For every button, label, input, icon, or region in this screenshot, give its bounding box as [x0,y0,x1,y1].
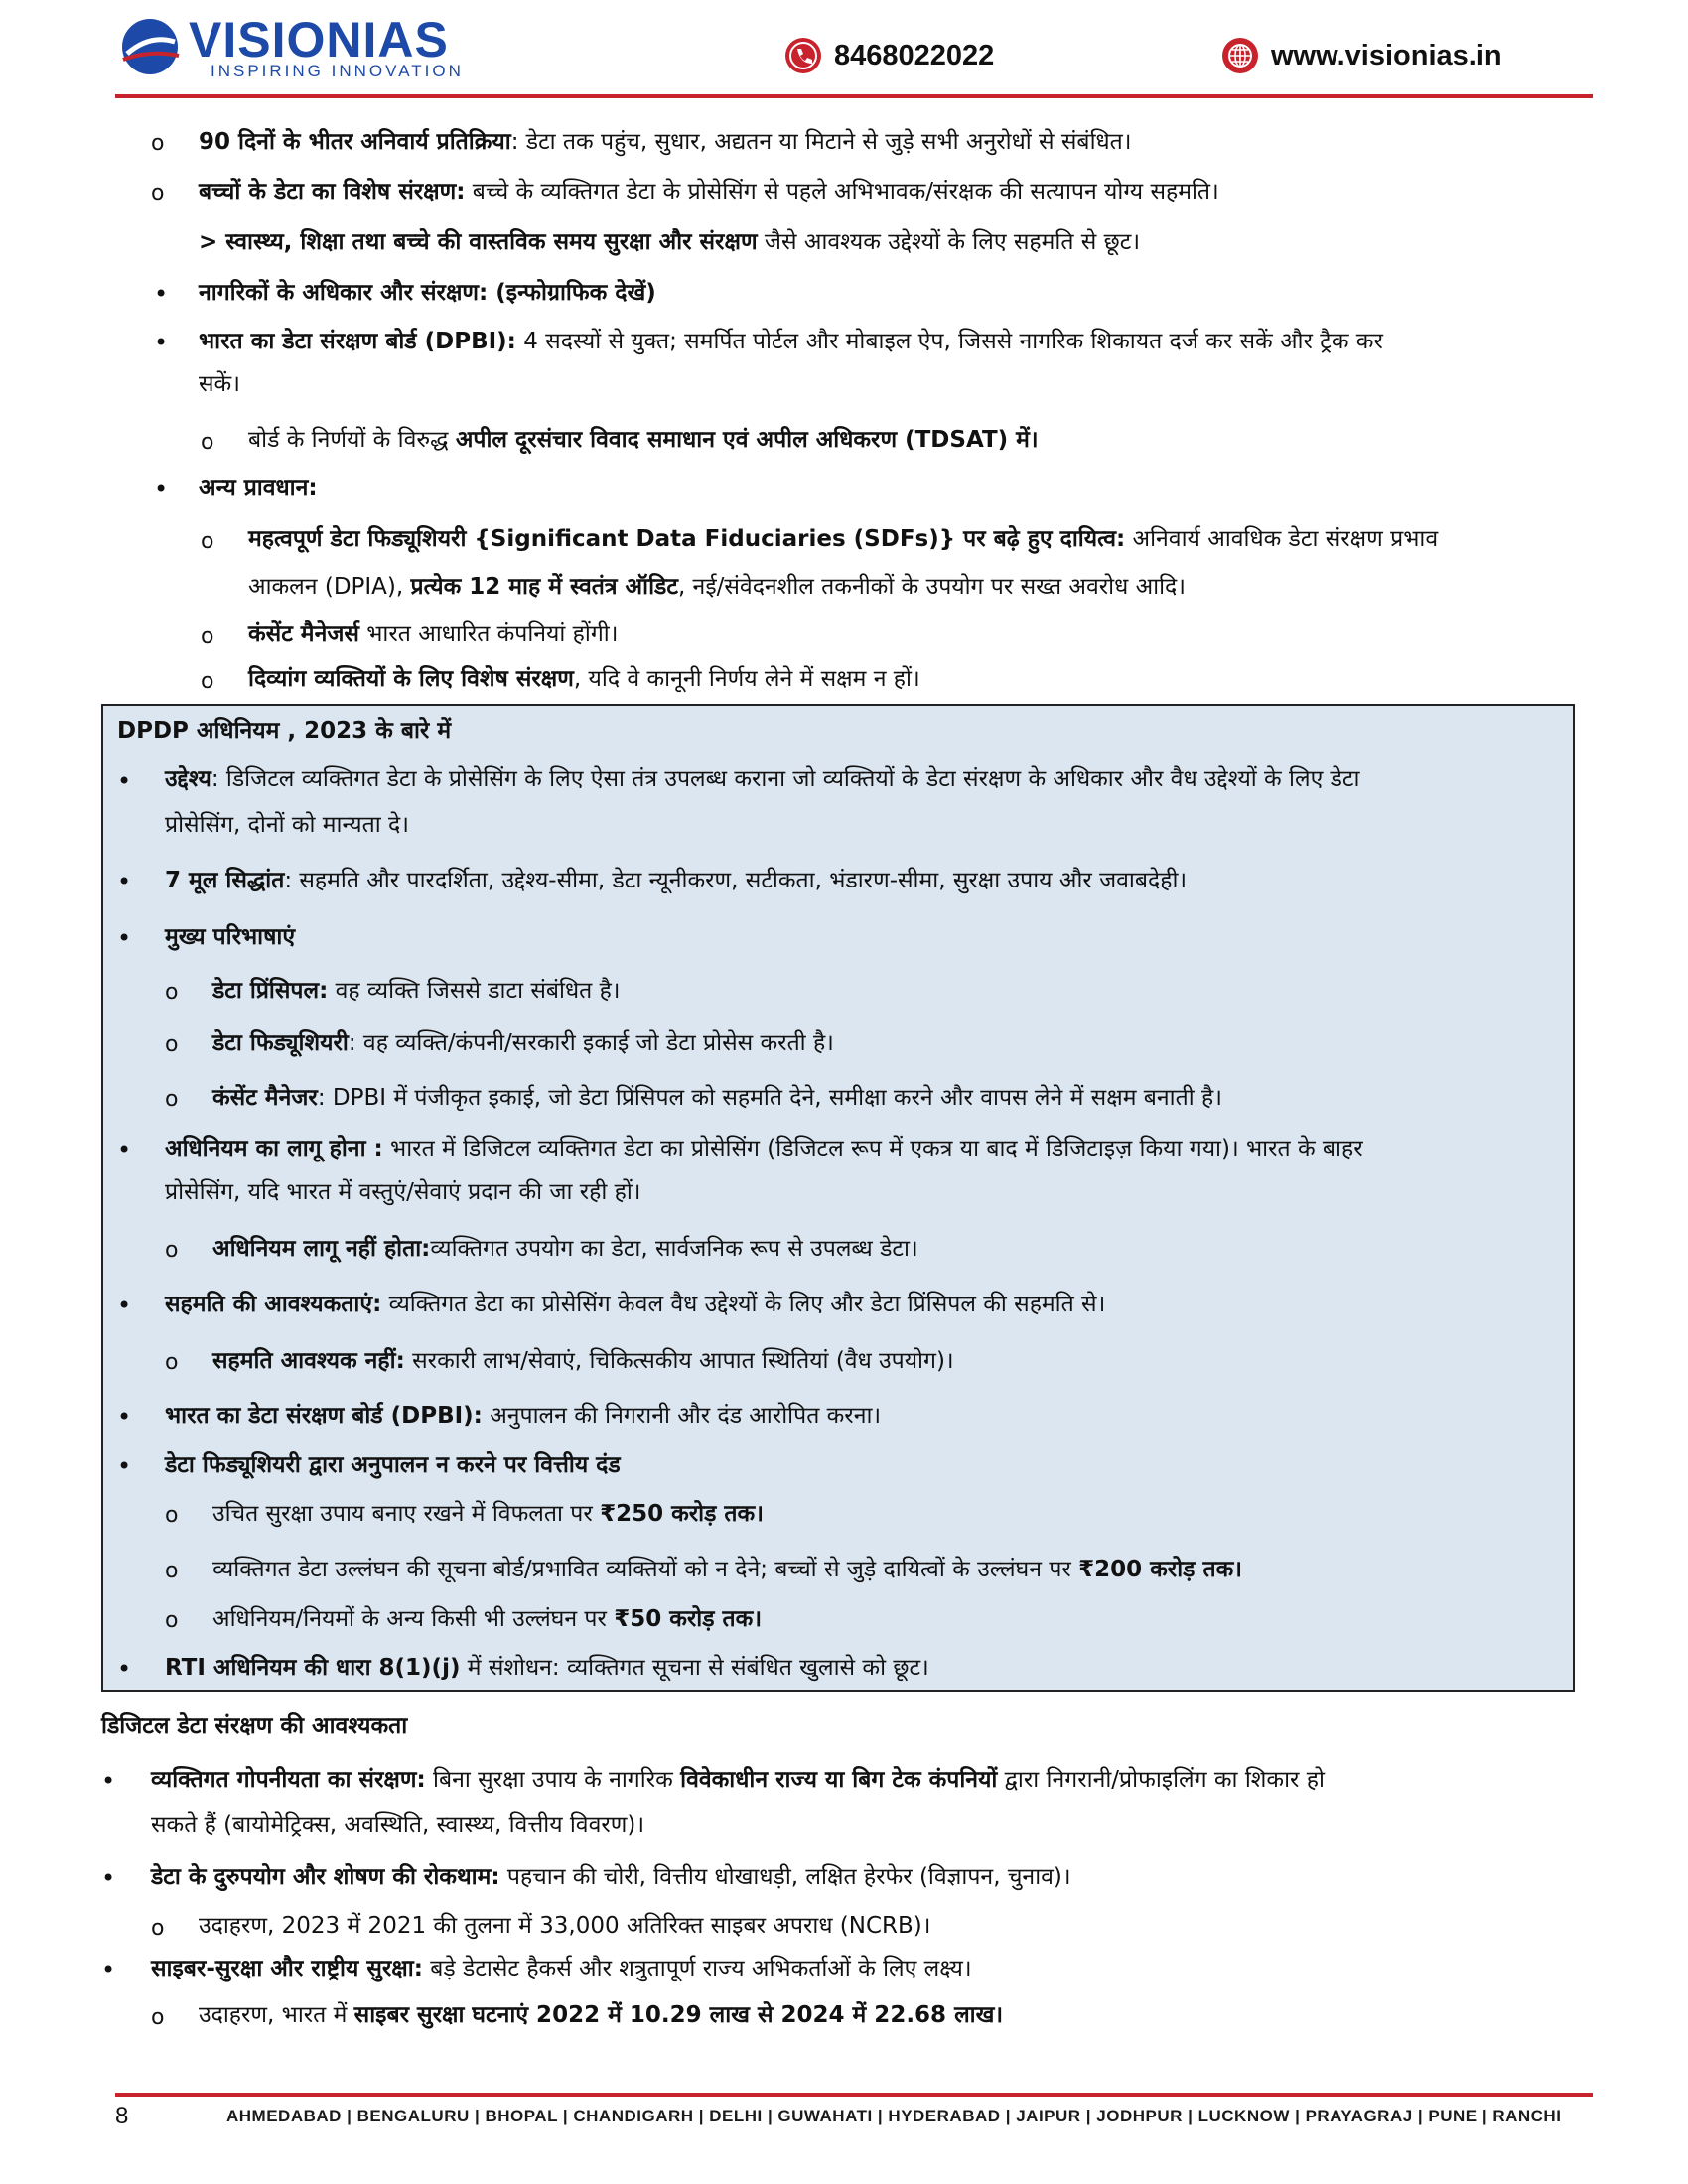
box-item: डेटा फिड्यूशियरी द्वारा अनुपालन न करने पर वित्तीय दंड [165,1452,621,1478]
dot-bullet-icon: • [154,476,169,503]
phone-contact[interactable] [784,36,994,75]
list-item: नागरिकों के अधिकार और संरक्षण: (इन्फोग्राफिक देखें) [199,280,656,306]
circle-bullet-icon: o [165,1559,179,1583]
circle-bullet-icon: o [165,1032,179,1057]
circle-bullet-icon: o [165,1503,179,1528]
list-item: कंसेंट मैनेजर्स भारत आधारित कंपनियां होंगी। [248,621,619,647]
circle-bullet-icon: o [151,2005,165,2030]
phone-number: 8468022022 [834,39,995,71]
box-subitem: सहमति आवश्यक नहीं: सरकारी लाभ/सेवाएं, चिकित्सकीय आपात स्थितियां (वैध उपयोग)। [212,1348,954,1374]
list-item: दिव्यांग व्यक्तियों के लिए विशेष संरक्षण, यदि वे कानूनी निर्णय लेने में सक्षम न हों। [248,666,920,692]
dot-bullet-icon: • [154,329,169,356]
box-subitem: कंसेंट मैनेजर: DPBI में पंजीकृत इकाई, जो डेटा प्रिंसिपल को सहमति देने, समीक्षा करने और वापस लेने में सक्षम बनाती है। [212,1085,1222,1111]
dot-bullet-icon: • [117,767,132,795]
circle-bullet-icon: o [165,1350,179,1375]
dot-bullet-icon: • [117,1403,132,1431]
list-item: 90 दिनों के भीतर अनिवार्य प्रतिक्रिया: डेटा तक पहुंच, सुधार, अद्यतन या मिटाने से जुड़े सभी अनुरोधों से संबंधित। [199,129,1132,155]
page-number: 8 [115,2103,129,2129]
logo-tagline: INSPIRING INNOVATION [211,62,464,80]
dot-bullet-icon: • [154,280,169,308]
circle-bullet-icon: o [201,669,214,694]
dot-bullet-icon: • [117,1292,132,1319]
list-item: महत्वपूर्ण डेटा फिड्यूशियरी {Significant Data Fiduciaries (SDFs)} पर बढ़े हुए दायित्व: अनिवार्य आवधिक डेटा संरक्षण प्रभाव [248,526,1439,552]
circle-bullet-icon: o [151,181,165,205]
website-link[interactable] [1221,36,1502,75]
box-subitem: उचित सुरक्षा उपाय बनाए रखने में विफलता पर ₹250 करोड़ तक। [212,1501,764,1527]
box-item: 7 मूल सिद्धांत: सहमति और पारदर्शिता, उद्देश्य-सीमा, डेटा न्यूनीकरण, सटीकता, भंडारण-सीमा, सुरक्षा उपाय और जवाबदेही। [165,868,1188,893]
circle-bullet-icon: o [165,980,179,1005]
list-item: उदाहरण, 2023 में 2021 की तुलना में 33,000 अतिरिक्त साइबर अपराध (NCRB)। [199,1913,931,1939]
box-item: भारत का डेटा संरक्षण बोर्ड (DPBI): अनुपालन की निगरानी और दंड आरोपित करना। [165,1403,882,1429]
list-item: भारत का डेटा संरक्षण बोर्ड (DPBI): 4 सदस्यों से युक्त; समर्पित पोर्टल और मोबाइल ऐप, जिससे नागरिक शिकायत दर्ज कर सकें और ट्रैक कर [199,329,1383,354]
dot-bullet-icon: • [117,868,132,895]
circle-bullet-icon: o [165,1238,179,1263]
box-subitem: डेटा प्रिंसिपल: वह व्यक्ति जिससे डाटा संबंधित है। [212,978,621,1004]
box-item-continuation: प्रोसेसिंग, दोनों को मान्यता दे। [165,812,409,838]
logo-brand-text: VISIONIAS [189,12,449,68]
circle-bullet-icon: o [201,624,214,649]
dot-bullet-icon: • [117,1452,132,1480]
header-divider [115,94,1593,98]
dot-bullet-icon: • [101,1956,116,1983]
dot-bullet-icon: • [117,924,132,952]
circle-bullet-icon: o [201,430,214,455]
web-globe-icon [1221,37,1259,74]
list-item: व्यक्तिगत गोपनीयता का संरक्षण: बिना सुरक्षा उपाय के नागरिक विवेकाधीन राज्य या बिग टेक कंपनियों द्वारा निगरानी/प्रोफाइलिंग का शिकार हो [151,1767,1325,1793]
dot-bullet-icon: • [117,1655,132,1683]
website-url: www.visionias.in [1271,39,1502,71]
dot-bullet-icon: • [101,1864,116,1892]
dot-bullet-icon: • [101,1767,116,1795]
list-item: डेटा के दुरुपयोग और शोषण की रोकथाम: पहचान की चोरी, वित्तीय धोखाधड़ी, लक्षित हेरफेर (विज्ञापन, चुनाव)। [151,1864,1071,1890]
list-item: अन्य प्रावधान: [199,476,318,501]
phone-icon [784,37,822,74]
circle-bullet-icon: o [151,1916,165,1941]
box-item: RTI अधिनियम की धारा 8(1)(j) में संशोधन: व्यक्तिगत सूचना से संबंधित खुलासे को छूट। [165,1655,929,1681]
box-item: उद्देश्य: डिजिटल व्यक्तिगत डेटा के प्रोसेसिंग के लिए ऐसा तंत्र उपलब्ध कराना जो व्यक्तियों के डेटा संरक्षण के अधिकार और वैध उद्देश्यों के लिए डेटा [165,766,1360,792]
list-item-continuation: सकें। [199,371,240,397]
list-item: साइबर-सुरक्षा और राष्ट्रीय सुरक्षा: बड़े डेटासेट हैकर्स और शत्रुतापूर्ण राज्य अभिकर्ताओं के लिए लक्ष्य। [151,1956,972,1981]
page-header [0,0,1688,99]
circle-bullet-icon: o [151,131,165,156]
list-item: बोर्ड के निर्णयों के विरुद्ध अपील दूरसंचार विवाद समाधान एवं अपील अधिकरण (TDSAT) में। [248,427,1039,453]
section-heading: डिजिटल डेटा संरक्षण की आवश्यकता [101,1713,408,1739]
box-item-continuation: प्रोसेसिंग, यदि भारत में वस्तुएं/सेवाएं प्रदान की जा रही हों। [165,1179,641,1205]
box-subitem: डेटा फिड्यूशियरी: वह व्यक्ति/कंपनी/सरकारी इकाई जो डेटा प्रोसेस करती है। [212,1030,834,1056]
footer-city-list: AHMEDABAD | BENGALURU | BHOPAL | CHANDIGARH | DELHI | GUWAHATI | HYDERABAD | JAIPUR | JODHPUR | LUCKNOW | PRAYAGRAJ | PUNE | RANCHI [226,2107,1562,2125]
dot-bullet-icon: • [117,1136,132,1163]
circle-bullet-icon: o [165,1608,179,1633]
box-title: DPDP अधिनियम , 2023 के बारे में [117,718,452,744]
list-item: उदाहरण, भारत में साइबर सुरक्षा घटनाएं 2022 में 10.29 लाख से 2024 में 22.68 लाख। [199,2002,1004,2028]
list-item: > स्वास्थ्य, शिक्षा तथा बच्चे की वास्तविक समय सुरक्षा और संरक्षण जैसे आवश्यक उद्देश्यों के लिए सहमति से छूट। [199,229,1141,255]
globe-logo-icon [119,16,181,77]
box-item: मुख्य परिभाषाएं [165,924,296,950]
box-subitem: अधिनियम लागू नहीं होता:व्यक्तिगत उपयोग का डेटा, सार्वजनिक रूप से उपलब्ध डेटा। [212,1236,918,1262]
box-subitem: अधिनियम/नियमों के अन्य किसी भी उल्लंघन पर ₹50 करोड़ तक। [212,1606,763,1632]
list-item-continuation: सकते हैं (बायोमेट्रिक्स, अवस्थिति, स्वास्थ्य, वित्तीय विवरण)। [151,1812,645,1838]
circle-bullet-icon: o [201,529,214,554]
box-subitem: व्यक्तिगत डेटा उल्लंघन की सूचना बोर्ड/प्रभावित व्यक्तियों को न देने; बच्चों से जुड़े दायित्वों के उल्लंघन पर ₹200 करोड़ तक। [212,1557,1242,1582]
list-item-continuation: आकलन (DPIA), प्रत्येक 12 माह में स्वतंत्र ऑडिट, नई/संवेदनशील तकनीकों के उपयोग पर सख्त अवरोध आदि। [248,574,1186,600]
box-item: अधिनियम का लागू होना : भारत में डिजिटल व्यक्तिगत डेटा का प्रोसेसिंग (डिजिटल रूप में एकत्र या बाद में डिजिटाइज़ किया गया)। भारत के बाहर [165,1136,1363,1161]
box-item: सहमति की आवश्यकताएं: व्यक्तिगत डेटा का प्रोसेसिंग केवल वैध उद्देश्यों के लिए और डेटा प्रिंसिपल की सहमति से। [165,1292,1106,1317]
footer-divider [115,2093,1593,2097]
list-item: बच्चों के डेटा का विशेष संरक्षण: बच्चे के व्यक्तिगत डेटा के प्रोसेसिंग से पहले अभिभावक/संरक्षक की सत्यापन योग्य सहमति। [199,179,1219,205]
visionias-logo[interactable] [119,14,477,79]
circle-bullet-icon: o [165,1087,179,1112]
